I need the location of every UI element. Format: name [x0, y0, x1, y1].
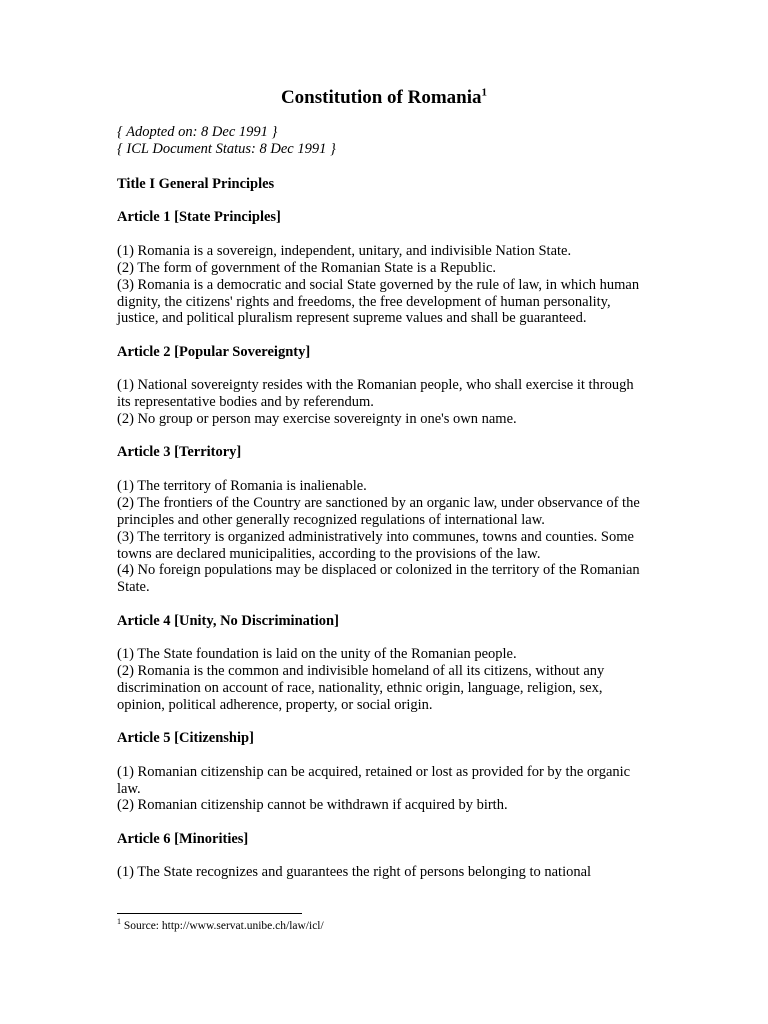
article-3 — [117, 444, 647, 596]
article-paragraph: (3) Romania is a democratic and social State governed by the rule of law, in which human dignity, the citizens' rights and freedoms, the free development of human personality, justice, and political pluralism represent supreme values and shall be guaranteed. — [117, 276, 640, 327]
article-paragraph: (3) The territory is organized administratively into communes, towns and counties. Some towns are declared municipalities, according to the provisions of the law. — [117, 528, 634, 562]
document-body — [117, 176, 647, 881]
article-2 — [117, 344, 647, 428]
footnote-divider — [117, 913, 302, 914]
footnote-mark: 1 — [117, 917, 121, 927]
article-paragraph: (2) No group or person may exercise sovereignty in one's own name. — [117, 411, 517, 428]
article-paragraph: (2) Romanian citizenship cannot be withdrawn if acquired by birth. — [117, 797, 508, 814]
article-paragraph: (2) The frontiers of the Country are sanctioned by an organic law, under observance of the principles and other generally recognized regulations of international law. — [117, 494, 640, 528]
document-meta — [117, 124, 336, 158]
title-section-heading: Title I General Principles — [117, 176, 275, 192]
title-footnote-mark: 1 — [481, 86, 488, 99]
article-5 — [117, 730, 647, 814]
adopted-on-line: { Adopted on: 8 Dec 1991 } — [117, 124, 278, 140]
article-paragraph: (1) Romania is a sovereign, independent, unitary, and indivisible Nation State. — [117, 242, 572, 259]
article-heading: Article 5 [Citizenship] — [117, 730, 254, 747]
document-title-text: Constitution of Romania — [280, 87, 482, 108]
article-heading: Article 1 [State Principles] — [117, 209, 281, 226]
article-paragraph: (1) Romanian citizenship can be acquired, retained or lost as provided for by the organic law. — [117, 763, 631, 797]
article-6 — [117, 831, 647, 881]
footnote-text: Source: http://www.servat.unibe.ch/law/icl/ — [123, 920, 324, 932]
article-paragraph: (1) The State foundation is laid on the unity of the Romanian people. — [117, 646, 517, 663]
article-paragraph: (2) Romania is the common and indivisible homeland of all its citizens, without any discrimination on account of race, nationality, ethnic origin, language, religion, sex, opinion, political adherence, property, or social origin. — [117, 663, 605, 713]
article-paragraph: (1) The territory of Romania is inalienable. — [117, 477, 367, 494]
article-paragraph: (4) No foreign populations may be displaced or colonized in the territory of the Romanian State. — [117, 562, 640, 596]
document-title — [0, 85, 768, 111]
article-heading: Article 2 [Popular Sovereignty] — [117, 343, 311, 360]
article-paragraph: (2) The form of government of the Romanian State is a Republic. — [117, 259, 497, 276]
article-paragraph: (1) National sovereignty resides with the Romanian people, who shall exercise it through its representative bodies and by referendum. — [117, 377, 634, 411]
article-heading: Article 4 [Unity, No Discrimination] — [117, 612, 339, 629]
document-status-line: { ICL Document Status: 8 Dec 1991 } — [117, 141, 336, 157]
article-paragraph: (1) The State recognizes and guarantees the right of persons belonging to national — [117, 864, 592, 881]
article-1 — [117, 209, 647, 327]
footnote — [117, 919, 324, 933]
article-heading: Article 3 [Territory] — [117, 444, 242, 461]
article-heading: Article 6 [Minorities] — [117, 830, 249, 847]
article-4 — [117, 613, 647, 714]
